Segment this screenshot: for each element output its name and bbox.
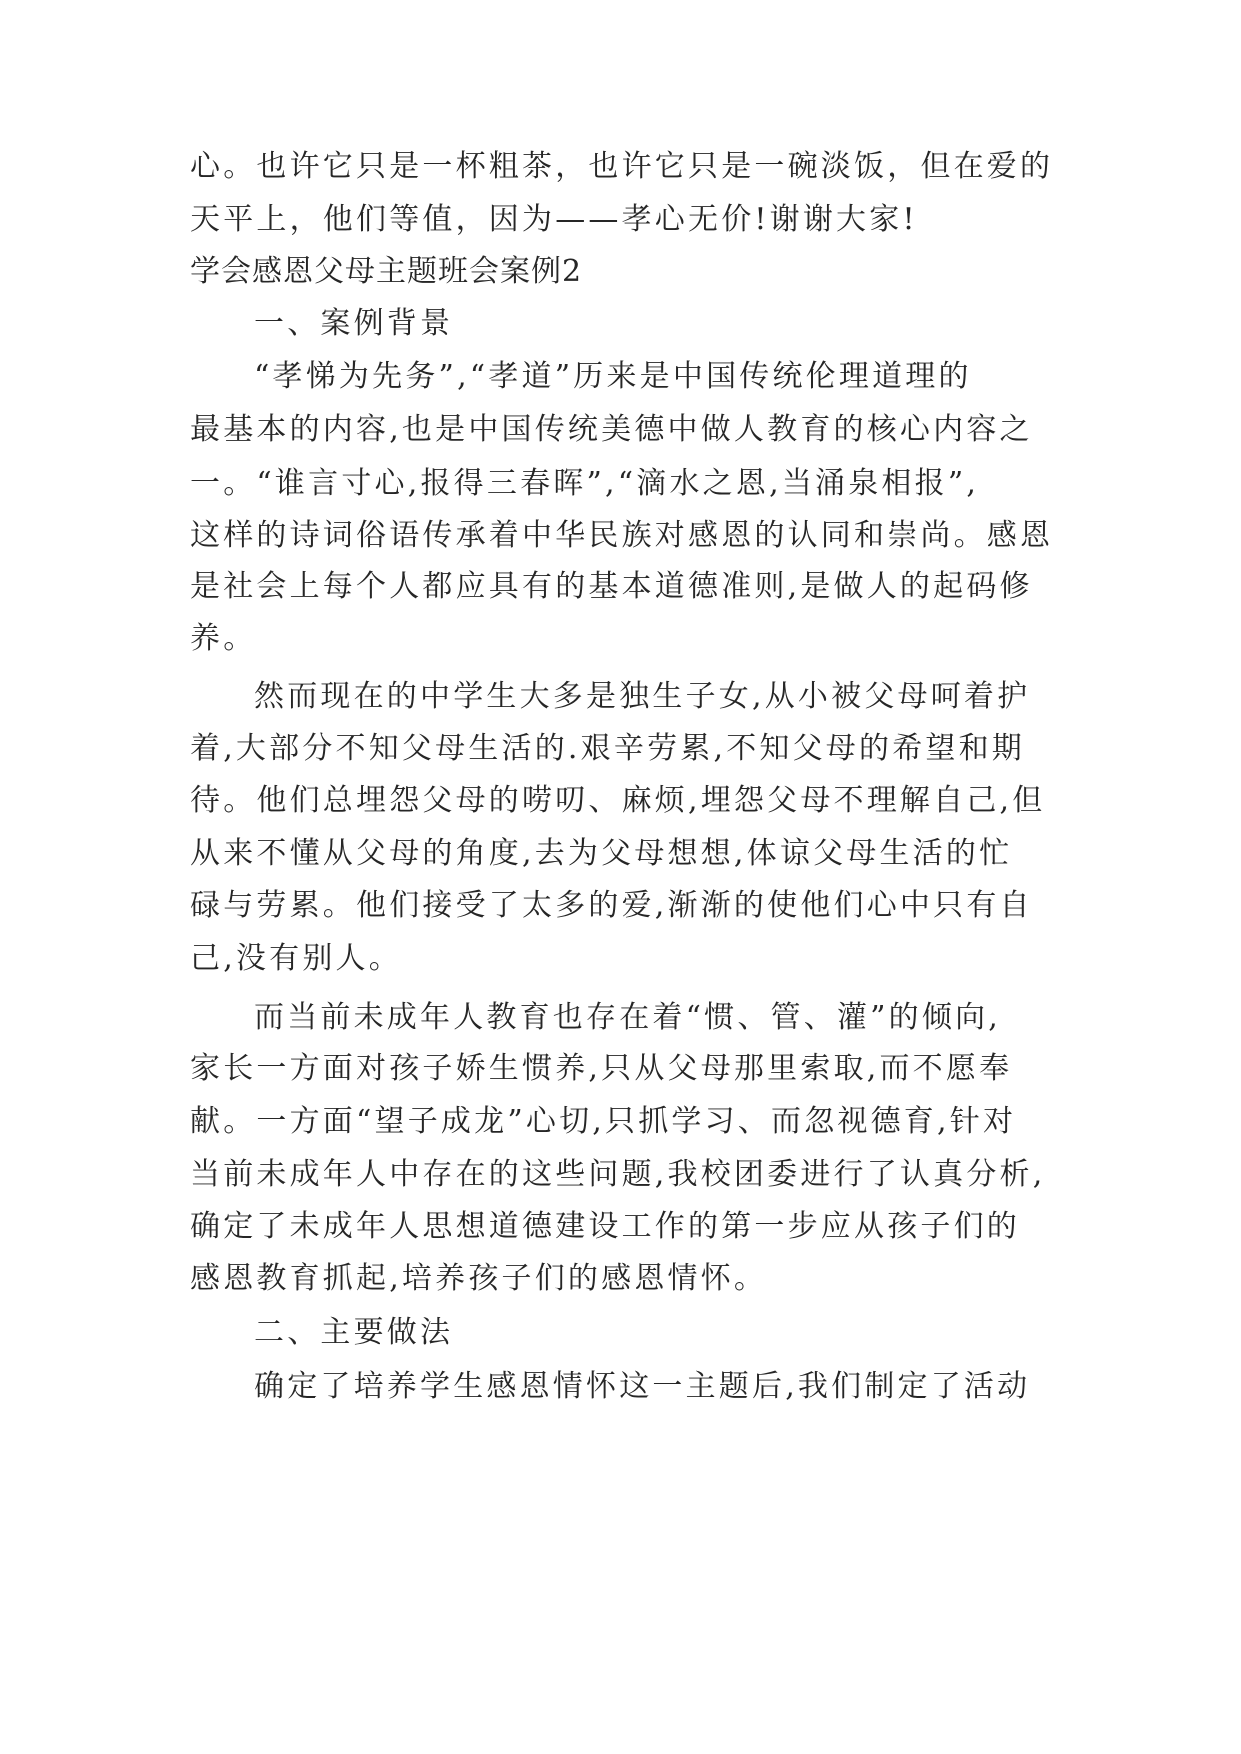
paragraph-line: 天平上，他们等值，因为——孝心无价!谢谢大家! bbox=[190, 202, 918, 237]
section-heading: 一、案例背景 bbox=[254, 306, 454, 341]
paragraph-line: 养。 bbox=[190, 621, 257, 656]
paragraph-line: 然而现在的中学生大多是独生子女,从小被父母呵着护 bbox=[254, 679, 1031, 714]
paragraph-line: 确定了培养学生感恩情怀这一主题后,我们制定了活动 bbox=[254, 1369, 1031, 1404]
paragraph-line: 碌与劳累。他们接受了太多的爱,渐渐的使他们心中只有自 bbox=[190, 888, 1033, 923]
paragraph-line: “孝悌为先务”,“孝道”历来是中国传统伦理道理的 bbox=[254, 359, 972, 394]
section-title: 学会感恩父母主题班会案例2 bbox=[190, 254, 583, 289]
paragraph-line: 从来不懂从父母的角度,去为父母想想,体谅父母生活的忙 bbox=[190, 836, 1013, 871]
paragraph-line: 家长一方面对孩子娇生惯养,只从父母那里索取,而不愿奉 bbox=[190, 1051, 1013, 1086]
paragraph-line: 心。也许它只是一杯粗茶，也许它只是一碗淡饭，但在爱的 bbox=[190, 149, 1054, 184]
paragraph-line: 当前未成年人中存在的这些问题,我校团委进行了认真分析, bbox=[190, 1157, 1046, 1192]
paragraph-line: 己,没有别人。 bbox=[190, 941, 402, 976]
paragraph-line: 确定了未成年人思想道德建设工作的第一步应从孩子们的 bbox=[190, 1209, 1020, 1244]
paragraph-line: 待。他们总埋怨父母的唠叨、麻烦,埋怨父母不理解自己,但 bbox=[190, 783, 1046, 818]
paragraph-line: 最基本的内容,也是中国传统美德中做人教育的核心内容之 bbox=[190, 412, 1033, 447]
paragraph-line: 一。“谁言寸心,报得三春晖”,“滴水之恩,当涌泉相报”, bbox=[190, 466, 980, 501]
paragraph-line: 是社会上每个人都应具有的基本道德准则,是做人的起码修 bbox=[190, 569, 1033, 604]
paragraph-line: 这样的诗词俗语传承着中华民族对感恩的认同和崇尚。感恩 bbox=[190, 518, 1054, 553]
paragraph-line: 而当前未成年人教育也存在着“惯、管、灌”的倾向, bbox=[254, 1000, 1002, 1035]
paragraph-line: 感恩教育抓起,培养孩子们的感恩情怀。 bbox=[190, 1261, 768, 1296]
section-heading: 二、主要做法 bbox=[254, 1315, 454, 1350]
paragraph-line: 着,大部分不知父母生活的.艰辛劳累,不知父母的希望和期 bbox=[190, 731, 1026, 766]
paragraph-line: 献。一方面“望子成龙”心切,只抓学习、而忽视德育,针对 bbox=[190, 1104, 1017, 1139]
